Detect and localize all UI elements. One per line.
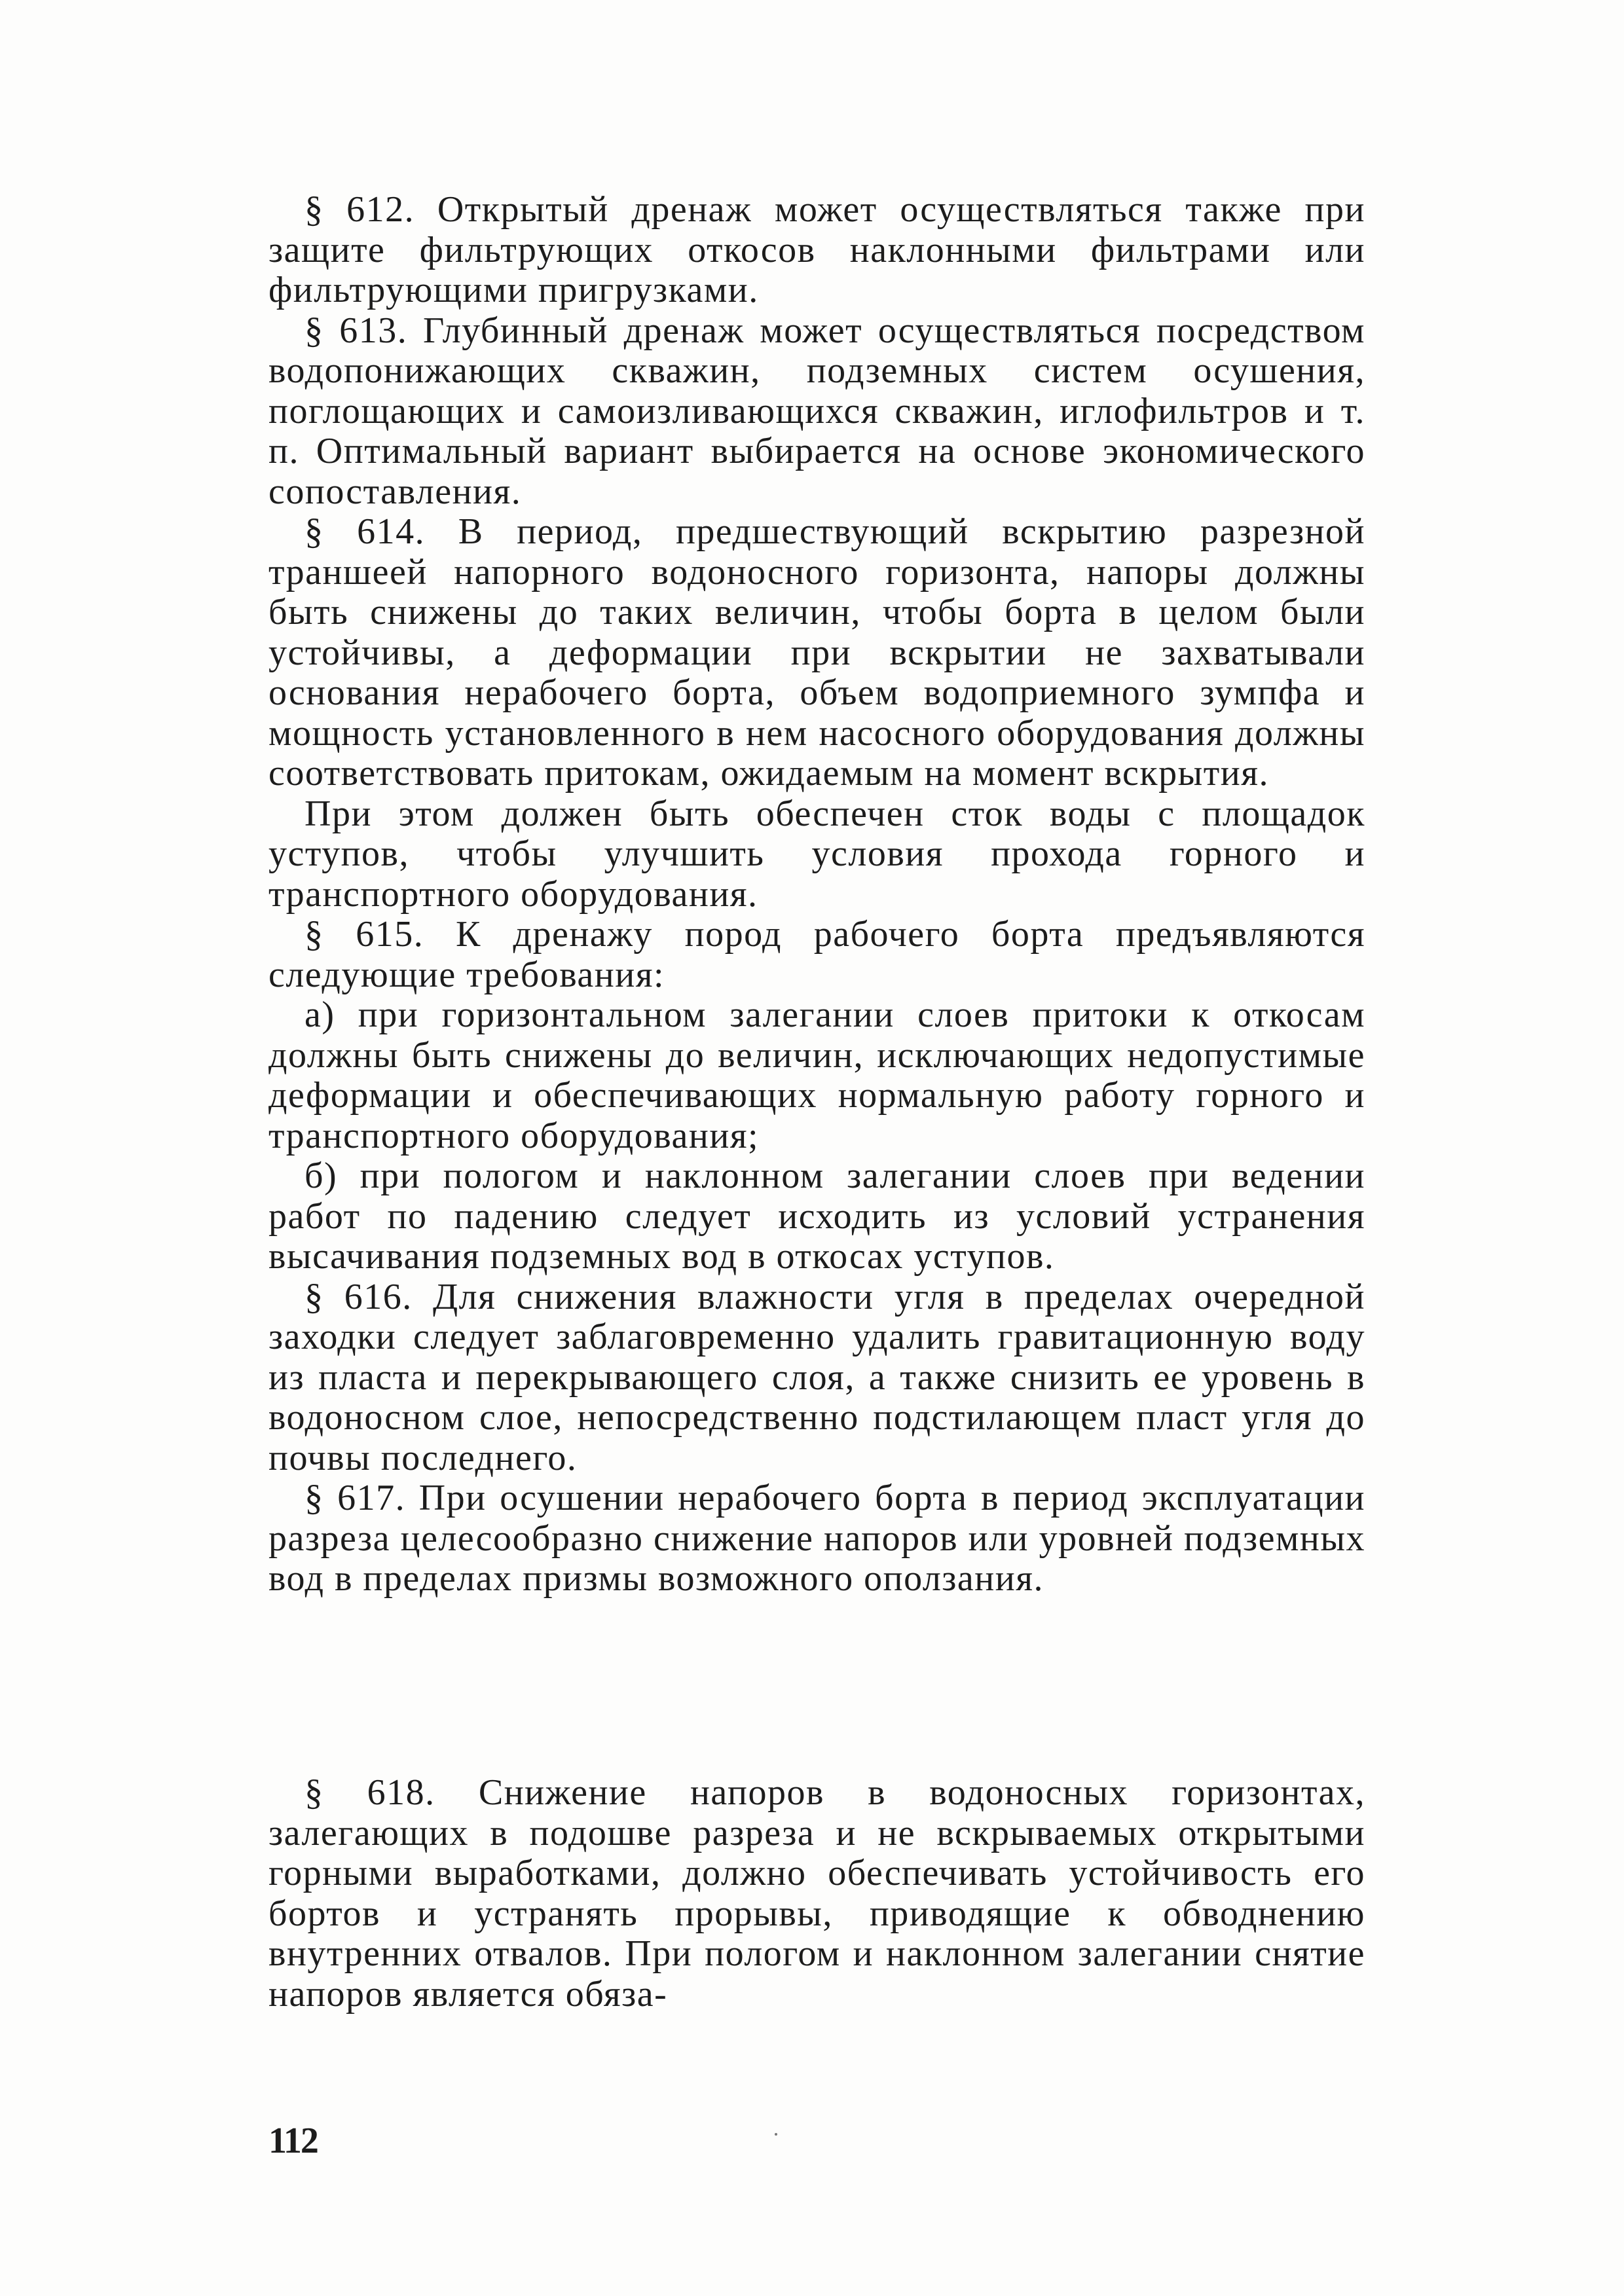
paragraph-615-item-a: а) при горизонтальном залегании слоев притоки к откосам должны быть снижены до величин, исключающих недопустимые деформации и обеспечивающих нормальную работу горного и транспортного оборудования; (268, 994, 1365, 1156)
paragraph-617: § 617. При осушении нерабочего борта в период эксплуатации разреза целесообразно снижение напоров или уровней подземных вод в пределах призмы возможного оползания. (268, 1478, 1365, 1599)
secondary-text-block (268, 1773, 1365, 2014)
main-text-block (268, 190, 1365, 1599)
paragraph-616: § 616. Для снижения влажности угля в пределах очередной заходки следует заблаговременно удалить гравитационную воду из пласта и перекрывающего слоя, а также снизить ее уровень в водоносном слое, непосредственно подстилающем пласт угля до почвы последнего. (268, 1276, 1365, 1478)
paragraph-613: § 613. Глубинный дренаж может осуществляться посредством водопонижающих скважин, подземных систем осушения, поглощающих и самоизливающихся скважин, иглофильтров и т. п. Оптимальный вариант выбирается на основе экономического сопоставления. (268, 310, 1365, 512)
print-speck (775, 2133, 777, 2136)
paragraph-614-continued: При этом должен быть обеспечен сток воды с площадок уступов, чтобы улучшить условия прохода горного и транспортного оборудования. (268, 793, 1365, 915)
paragraph-618: § 618. Снижение напоров в водоносных горизонтах, залегающих в подошве разреза и не вскрываемых открытыми горными выработками, должно обеспечивать устойчивость его бортов и устранять прорывы, приводящие к обводнению внутренних отвалов. При пологом и наклонном залегании снятие напоров является обяза- (268, 1772, 1365, 2014)
paragraph-615-item-b: б) при пологом и наклонном залегании слоев при ведении работ по падению следует исходить из условий устранения высачивания подземных вод в откосах уступов. (268, 1156, 1365, 1277)
paragraph-614: § 614. В период, предшествующий вскрытию разрезной траншеей напорного водоносного горизонта, напоры должны быть снижены до таких величин, чтобы борта в целом были устойчивы, а деформации при вскрытии не захватывали основания нерабочего борта, объем водоприемного зумпфа и мощность установленного в нем насосного оборудования должны соответствовать притокам, ожидаемым на момент вскрытия. (268, 511, 1365, 793)
paragraph-615: § 615. К дренажу пород рабочего борта предъявляются следующие требования: (268, 914, 1365, 995)
page-number: 112 (268, 2121, 318, 2161)
paragraph-612: § 612. Открытый дренаж может осуществляться также при защите фильтрующих откосов наклонными фильтрами или фильтрующими пригрузками. (268, 189, 1365, 310)
